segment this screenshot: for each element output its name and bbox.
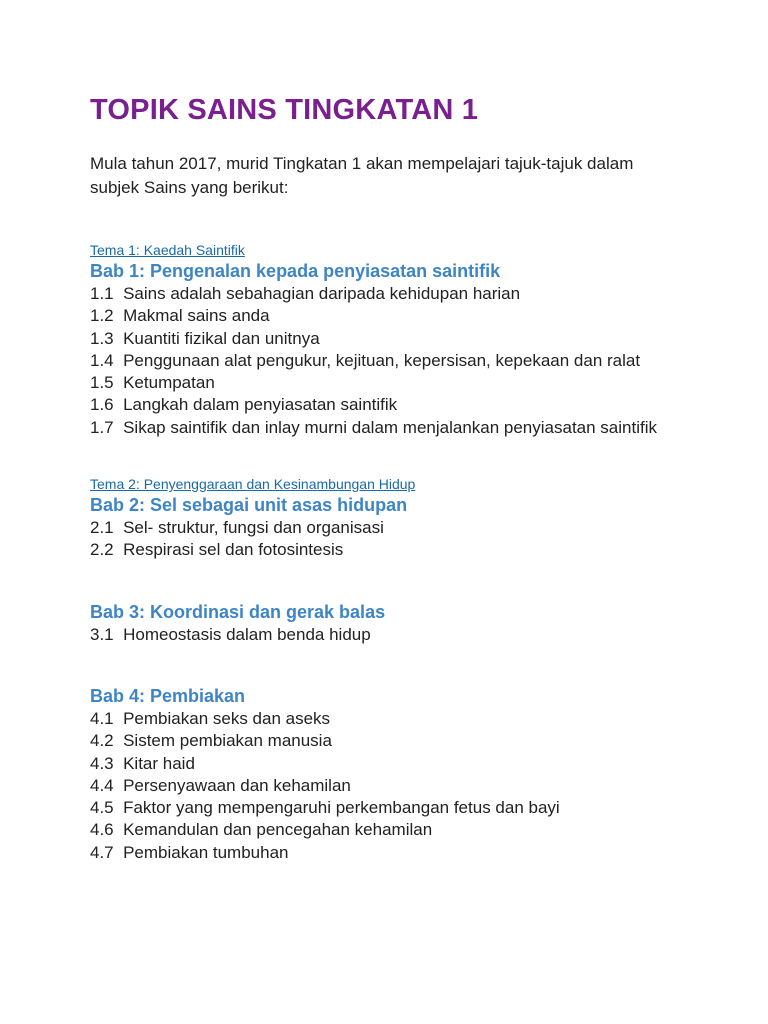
tema-2-link[interactable]: Tema 2: Penyenggaraan dan Kesinambungan Hidup xyxy=(90,476,416,493)
bab-4-list xyxy=(90,708,690,864)
list-item xyxy=(90,842,690,864)
list-item xyxy=(90,372,690,394)
item-number: 1.6 xyxy=(90,395,114,415)
item-number: 1.3 xyxy=(90,328,114,348)
section-bab-4 xyxy=(90,684,690,864)
section-tema-1 xyxy=(90,241,690,439)
list-item xyxy=(90,328,690,350)
item-text: Sikap saintifik dan inlay murni dalam menjalankan penyiasatan saintifik xyxy=(123,417,657,437)
list-item xyxy=(90,539,690,561)
item-text: Makmal sains anda xyxy=(123,306,270,326)
item-number: 4.1 xyxy=(90,708,114,728)
bab-2-heading: Bab 2: Sel sebagai unit asas hidupan xyxy=(90,495,408,516)
item-number: 1.2 xyxy=(90,306,114,326)
item-number: 2.1 xyxy=(90,518,114,538)
item-number: 1.5 xyxy=(90,373,114,393)
list-item xyxy=(90,708,690,730)
item-text: Kuantiti fizikal dan unitnya xyxy=(123,328,320,348)
item-text: Sel- struktur, fungsi dan organisasi xyxy=(123,518,384,538)
item-number: 1.4 xyxy=(90,350,114,370)
item-number: 4.5 xyxy=(90,798,114,818)
list-item xyxy=(90,350,690,372)
item-number: 1.7 xyxy=(90,417,114,437)
section-tema-2 xyxy=(90,475,690,562)
bab-1-list xyxy=(90,283,690,439)
item-text: Pembiakan tumbuhan xyxy=(123,842,289,862)
item-number: 2.2 xyxy=(90,540,114,560)
item-text: Pembiakan seks dan aseks xyxy=(123,708,331,728)
document-page xyxy=(90,92,690,864)
item-text: Langkah dalam penyiasatan saintifik xyxy=(123,395,398,415)
list-item xyxy=(90,417,690,439)
item-number: 3.1 xyxy=(90,624,114,644)
list-item xyxy=(90,775,690,797)
tema-1-link[interactable]: Tema 1: Kaedah Saintifik xyxy=(90,242,245,258)
list-item xyxy=(90,394,690,416)
bab-3-heading: Bab 3: Koordinasi dan gerak balas xyxy=(90,601,386,622)
item-text: Respirasi sel dan fotosintesis xyxy=(123,540,344,560)
bab-1-heading: Bab 1: Pengenalan kepada penyiasatan saintifik xyxy=(90,261,501,281)
item-number: 4.6 xyxy=(90,820,114,840)
list-item xyxy=(90,797,690,819)
item-number: 4.4 xyxy=(90,775,114,795)
bab-4-heading: Bab 4: Pembiakan xyxy=(90,685,246,706)
item-number: 4.2 xyxy=(90,731,114,751)
bab-2-list xyxy=(90,517,690,562)
list-item xyxy=(90,819,690,841)
bab-3-list xyxy=(90,624,690,646)
item-number: 4.3 xyxy=(90,753,114,773)
item-text: Faktor yang mempengaruhi perkembangan fetus dan bayi xyxy=(123,798,560,818)
item-text: Persenyawaan dan kehamilan xyxy=(123,775,351,795)
list-item xyxy=(90,624,690,646)
item-number: 4.7 xyxy=(90,842,114,862)
item-text: Sains adalah sebahagian daripada kehidupan harian xyxy=(123,284,521,303)
item-text: Kitar haid xyxy=(123,753,195,773)
item-text: Penggunaan alat pengukur, kejituan, kepersisan, kepekaan dan ralat xyxy=(123,350,641,370)
intro-paragraph: Mula tahun 2017, murid Tingkatan 1 akan mempelajari tajuk-tajuk dalam subjek Sains yang berikut: xyxy=(90,154,634,197)
list-item xyxy=(90,305,690,327)
item-text: Sistem pembiakan manusia xyxy=(123,731,332,751)
list-item xyxy=(90,730,690,752)
section-bab-3 xyxy=(90,600,690,646)
item-number: 1.1 xyxy=(90,284,114,303)
item-text: Ketumpatan xyxy=(123,373,215,393)
item-text: Homeostasis dalam benda hidup xyxy=(123,624,371,644)
list-item xyxy=(90,283,690,305)
page-title: TOPIK SAINS TINGKATAN 1 xyxy=(90,94,479,126)
item-text: Kemandulan dan pencegahan kehamilan xyxy=(123,820,433,840)
list-item xyxy=(90,753,690,775)
list-item xyxy=(90,517,690,539)
